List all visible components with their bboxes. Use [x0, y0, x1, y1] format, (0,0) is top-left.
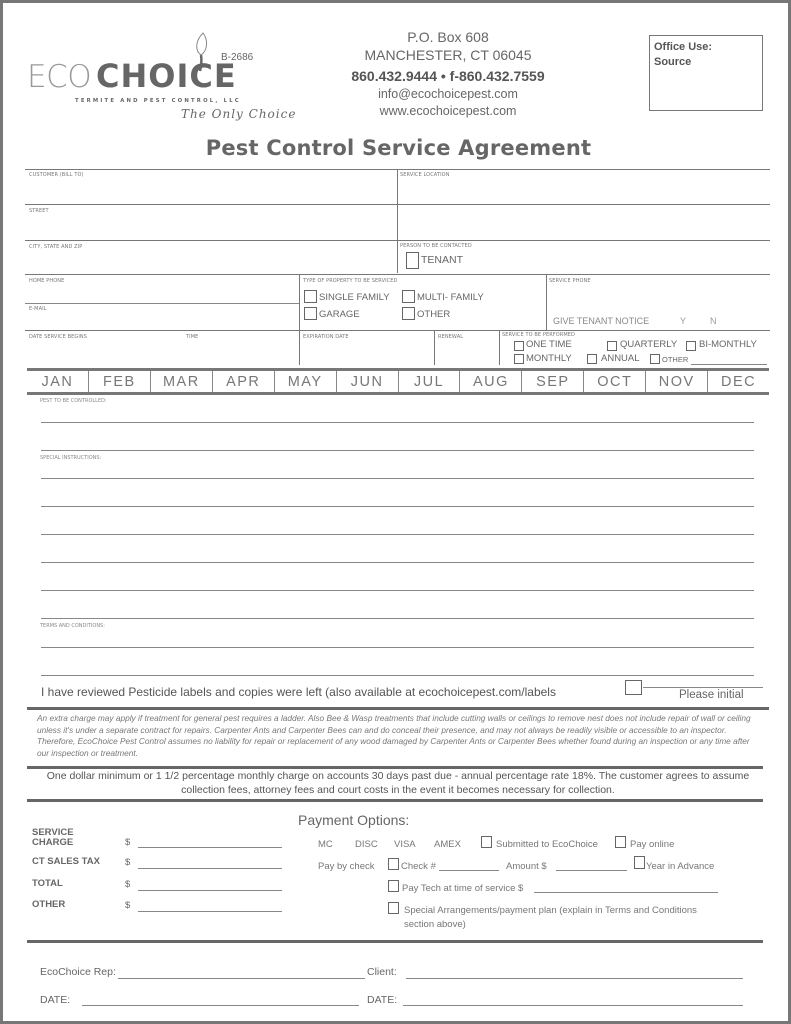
- quarterly-label: QUARTERLY: [620, 339, 678, 350]
- total-input[interactable]: [138, 890, 282, 891]
- tenant-notice-no[interactable]: N: [710, 316, 717, 326]
- client-date-input[interactable]: [403, 1005, 743, 1006]
- garage-checkbox[interactable]: [304, 307, 317, 320]
- service-to-perform-label: SERVICE TO BE PERFORMED: [502, 332, 575, 338]
- service-charge-input[interactable]: [138, 847, 282, 848]
- divider: [27, 799, 763, 802]
- divider: [25, 274, 770, 275]
- tenant-checkbox[interactable]: [406, 252, 419, 269]
- rep-label: EcoChoice Rep:: [40, 966, 116, 978]
- pay-online-label: Pay online: [630, 839, 675, 850]
- page-title: Pest Control Service Agreement: [205, 136, 592, 160]
- month-apr[interactable]: APR: [213, 371, 275, 392]
- give-tenant-notice-label: GIVE TENANT NOTICE: [553, 316, 650, 326]
- date-service-begins-label: DATE SERVICE BEGINS: [29, 334, 88, 340]
- garage-label: GARAGE: [319, 309, 360, 320]
- other-service-input[interactable]: [691, 364, 767, 365]
- card-amex[interactable]: AMEX: [434, 839, 461, 850]
- special-arrangements-label: Special Arrangements/payment plan (explain in Terms and Conditions: [404, 905, 697, 916]
- pay-by-check-label: Pay by check: [318, 861, 375, 872]
- service-charge-label: SERVICE CHARGE: [32, 827, 74, 848]
- quarterly-checkbox[interactable]: [607, 341, 617, 351]
- instructions-line[interactable]: [41, 618, 754, 619]
- divider: [397, 169, 398, 273]
- months-row: [27, 368, 769, 395]
- single-family-label: SINGLE FAMILY: [319, 292, 390, 303]
- one-time-checkbox[interactable]: [514, 341, 524, 351]
- late-charge-notice: One dollar minimum or 1 1/2 percentage monthly charge on accounts 30 days past due - annual percentage rate 18%. The customer agrees to assume collection fees, attorney fees and court costs in the event it becomes necessary for collection.: [46, 770, 750, 796]
- terms-line[interactable]: [41, 675, 754, 676]
- expiration-date-input[interactable]: [301, 341, 432, 363]
- service-street-input[interactable]: [399, 207, 769, 239]
- source-label: Source: [654, 56, 692, 68]
- client-signature-input[interactable]: [406, 978, 743, 979]
- currency-symbol: $: [125, 900, 131, 911]
- other-property-label: OTHER: [417, 309, 451, 320]
- time-label: TIME: [186, 334, 199, 340]
- office-use-box[interactable]: [649, 35, 763, 111]
- email-input[interactable]: [27, 312, 297, 330]
- property-type-label: TYPE OF PROPERTY TO BE SERVICED: [303, 278, 398, 284]
- other-service-label: OTHER: [662, 355, 689, 364]
- bi-monthly-label: BI-MONTHLY: [699, 339, 757, 350]
- month-mar[interactable]: MAR: [151, 371, 213, 392]
- street-label: STREET: [29, 208, 49, 214]
- pest-label: PEST TO BE CONTROLLED:: [40, 398, 107, 404]
- liability-fine-print: An extra charge may apply if treatment for general pest requires a ladder. Also Bee & Wasp treatments that include cutting walls or ceilings to remove nest does not include repair of wall or ceiling unless it's under a separate contract for repairs. Carpenter Ants and Carpenter Bees can and do conceal their presence, and may not always be readily visible or accessible to an inspector. Therefore, EcoChoice Pest Control assumes no liability for repair or replacement of any wood damaged by Carpenter Ants or Carpenter Bees whether found during an inspection or any time after our inspection or treatment.: [37, 713, 751, 758]
- submitted-label: Submitted to EcoChoice: [496, 839, 598, 850]
- customer-input[interactable]: [27, 179, 395, 203]
- monthly-label: MONTHLY: [526, 353, 572, 364]
- pay-tech-label: Pay Tech at time of service $: [402, 883, 524, 894]
- logo-tagline: The Only Choice: [181, 107, 297, 121]
- time-input[interactable]: [184, 341, 297, 363]
- logo-subtitle: TERMITE AND PEST CONTROL, LLC: [75, 98, 241, 104]
- city-state-zip-label: CITY, STATE AND ZIP: [29, 244, 83, 250]
- rep-date-label: DATE:: [40, 994, 71, 1006]
- service-location-label: SERVICE LOCATION: [400, 172, 450, 178]
- currency-symbol: $: [125, 837, 131, 848]
- website-link[interactable]: www.ecochoicepest.com: [379, 104, 517, 118]
- pay-tech-checkbox[interactable]: [388, 880, 399, 892]
- month-nov[interactable]: NOV: [646, 371, 708, 392]
- rep-date-input[interactable]: [82, 1005, 359, 1006]
- check-checkbox[interactable]: [388, 858, 399, 870]
- phone-numbers: 860.432.9444 • f-860.432.7559: [351, 68, 545, 84]
- logo-eco: ECO: [27, 59, 92, 95]
- divider: [546, 274, 547, 330]
- special-arrangements-checkbox[interactable]: [388, 902, 399, 914]
- license-number: B-2686: [221, 52, 254, 63]
- divider: [25, 303, 299, 304]
- renewal-input[interactable]: [436, 341, 497, 363]
- divider: [499, 330, 500, 365]
- bi-monthly-checkbox[interactable]: [686, 341, 696, 351]
- please-initial-label: Please initial: [679, 689, 744, 701]
- instructions-line[interactable]: [41, 506, 754, 507]
- year-in-advance-checkbox[interactable]: [634, 856, 645, 869]
- home-phone-label: HOME PHONE: [29, 278, 65, 284]
- other-service-checkbox[interactable]: [650, 354, 660, 364]
- multi-family-checkbox[interactable]: [402, 290, 415, 303]
- month-oct[interactable]: OCT: [584, 371, 646, 392]
- multi-family-label: MULTI- FAMILY: [417, 292, 484, 303]
- month-jan[interactable]: JAN: [27, 371, 89, 392]
- month-jul[interactable]: JUL: [399, 371, 461, 392]
- amount-label: Amount $: [506, 861, 547, 872]
- month-jun[interactable]: JUN: [337, 371, 399, 392]
- instructions-line[interactable]: [41, 534, 754, 535]
- single-family-checkbox[interactable]: [304, 290, 317, 303]
- other-charge-input[interactable]: [138, 911, 282, 912]
- year-in-advance-label: Year in Advance: [646, 861, 715, 872]
- terms-line[interactable]: [41, 647, 754, 648]
- instructions-line[interactable]: [41, 590, 754, 591]
- pest-line[interactable]: [41, 422, 754, 423]
- payment-options-heading: Payment Options:: [298, 812, 410, 828]
- customer-label: CUSTOMER (BILL TO): [29, 172, 84, 178]
- divider: [25, 240, 770, 241]
- date-service-begins-input[interactable]: [27, 341, 182, 363]
- total-label: TOTAL: [32, 878, 63, 889]
- service-location-input[interactable]: [399, 179, 769, 203]
- email-link[interactable]: info@ecochoicepest.com: [378, 87, 518, 101]
- annual-checkbox[interactable]: [587, 354, 597, 364]
- submitted-checkbox[interactable]: [481, 836, 492, 848]
- annual-label: ANNUAL: [601, 353, 640, 364]
- po-box: P.O. Box 608: [407, 29, 489, 45]
- currency-symbol: $: [125, 879, 131, 890]
- divider: [27, 940, 763, 943]
- street-input[interactable]: [27, 215, 395, 239]
- service-phone-label: SERVICE PHONE: [549, 278, 591, 284]
- pesticide-initial-box[interactable]: [625, 680, 642, 695]
- service-phone-input[interactable]: [549, 285, 767, 311]
- pay-tech-input[interactable]: [534, 892, 718, 893]
- other-charge-label: OTHER: [32, 899, 66, 910]
- pesticide-statement: I have reviewed Pesticide labels and copies were left (also available at ecochoicepest.com/labels: [41, 685, 556, 699]
- instructions-line[interactable]: [41, 478, 754, 479]
- office-use-label: Office Use:: [654, 41, 713, 53]
- ct-sales-tax-label: CT SALES TAX: [32, 856, 100, 867]
- month-may[interactable]: MAY: [275, 371, 337, 392]
- divider: [434, 330, 435, 365]
- renewal-label: RENEWAL: [438, 334, 464, 340]
- email-label: E-MAIL: [29, 306, 47, 312]
- month-dec[interactable]: DEC: [721, 374, 757, 390]
- divider: [27, 766, 763, 769]
- month-sep[interactable]: SEP: [522, 371, 584, 392]
- one-time-label: ONE TIME: [526, 339, 572, 350]
- city-address: MANCHESTER, CT 06045: [364, 47, 532, 63]
- month-aug[interactable]: AUG: [460, 371, 522, 392]
- check-number-input[interactable]: [439, 870, 499, 871]
- special-instructions-label: SPECIAL INSTRUCTIONS:: [40, 455, 102, 461]
- special-arrangements-label-2: section above): [404, 919, 466, 930]
- tenant-label: TENANT: [421, 254, 463, 266]
- divider: [25, 330, 770, 331]
- card-disc[interactable]: DISC: [355, 839, 378, 850]
- month-feb[interactable]: FEB: [89, 371, 151, 392]
- person-to-contact-label: PERSON TO BE CONTACTED: [400, 243, 472, 249]
- home-phone-input[interactable]: [27, 284, 297, 302]
- initial-line[interactable]: [643, 687, 763, 688]
- logo-choice: CHOICE: [96, 57, 237, 95]
- divider: [25, 204, 770, 205]
- rep-signature-input[interactable]: [118, 978, 365, 979]
- currency-symbol: $: [125, 857, 131, 868]
- expiration-date-label: EXPIRATION DATE: [303, 334, 349, 340]
- city-state-zip-input[interactable]: [27, 251, 395, 273]
- check-number-label: Check #: [401, 861, 436, 872]
- monthly-checkbox[interactable]: [514, 354, 524, 364]
- pay-online-checkbox[interactable]: [615, 836, 626, 848]
- terms-label: TERMS AND CONDITIONS:: [40, 623, 105, 629]
- divider: [299, 274, 300, 365]
- client-label: Client:: [367, 966, 397, 978]
- instructions-line[interactable]: [41, 562, 754, 563]
- other-property-checkbox[interactable]: [402, 307, 415, 320]
- card-visa[interactable]: VISA: [394, 839, 416, 850]
- client-date-label: DATE:: [367, 994, 398, 1006]
- amount-input[interactable]: [556, 870, 627, 871]
- card-mc[interactable]: MC: [318, 839, 333, 850]
- pest-line[interactable]: [41, 450, 754, 451]
- tenant-notice-yes[interactable]: Y: [680, 316, 687, 326]
- divider: [27, 707, 769, 710]
- ct-sales-tax-input[interactable]: [138, 868, 282, 869]
